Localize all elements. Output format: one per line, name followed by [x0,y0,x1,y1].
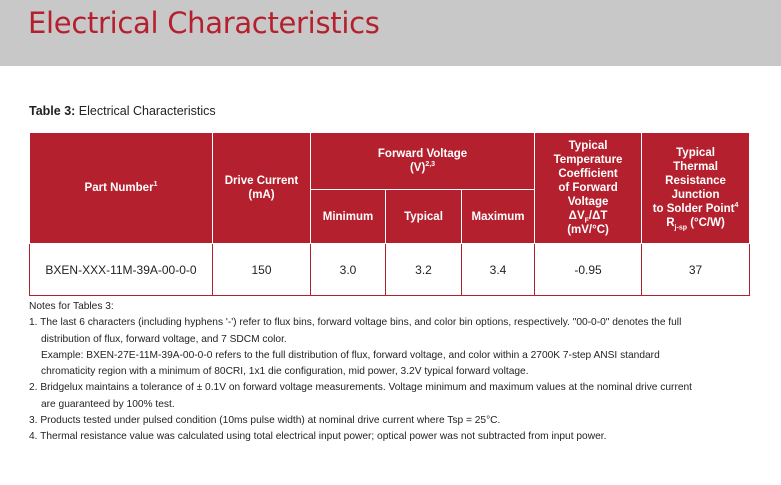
header-temperature-coefficient: Typical Temperature Coefficient of Forward Voltage $\Delta V_F/\Delta T$ (mV/°C) [535,133,642,244]
cell-vf-typical: 3.2 [386,244,462,296]
cell-vf-minimum: 3.0 [311,244,386,296]
table-row [30,244,750,296]
note-1: 1. The last 6 characters (including hyphens '-') refer to flux bins, forward voltage bins, and color bin options, respectively. "00-0-0" denotes the full [29,317,682,329]
header-thermal-resistance: Typical Thermal Resistance Junction to Solder Point$^4$ $R_{j-sp}$ (°C/W) [642,133,750,244]
header-vf-minimum: Minimum [311,190,386,244]
header-part-number: Part Number$^1$ [30,133,213,244]
note-2: 2. Bridgelux maintains a tolerance of ± 0.1V on forward voltage measurements. Voltage minimum and maximum values at the nominal drive current [29,382,693,394]
table-caption [29,104,216,118]
note-1-continued: distribution of flux, forward voltage, and 7 SDCM color. [41,333,287,345]
page-title: Electrical Characteristics [28,6,380,40]
notes-heading: Notes for Tables 3: [29,301,114,312]
table-caption-text: Electrical Characteristics [75,104,216,118]
note-4: 4. Thermal resistance value was calculated using total electrical input power; optical power was not subtracted from input power. [29,431,607,443]
table-caption-label: Table 3: [29,104,76,118]
cell-drive-current: 150 [213,244,311,296]
header-drive-current: Drive Current (mA) [213,133,311,244]
header-forward-voltage: Forward Voltage $(V)^{2,3}$ [311,133,535,190]
note-3: 3. Products tested under pulsed condition (10ms pulse width) at nominal drive current where Tsp = 25°C. [29,415,501,427]
cell-temperature-coefficient: -0.95 [535,244,642,296]
header-banner [0,0,781,66]
cell-vf-maximum: 3.4 [462,244,535,296]
note-2-continued: are guaranteed by 100% test. [41,398,175,410]
note-1-example: Example: BXEN-27E-11M-39A-00-0-0 refers to the full distribution of flux, forward voltage, and color within a 2700K 7-step ANSI standard [41,349,660,361]
electrical-characteristics-table [29,132,750,296]
table-notes [29,299,774,446]
header-vf-typical: Typical [386,190,462,244]
cell-part-number: BXEN-XXX-11M-39A-00-0-0 [30,244,213,296]
cell-thermal-resistance: 37 [642,244,750,296]
note-1-example-continued: chromaticity region with a minimum of 80CRI, 1x1 die configuration, mid power, 3.2V typical forward voltage. [41,366,529,378]
header-vf-maximum: Maximum [462,190,535,244]
